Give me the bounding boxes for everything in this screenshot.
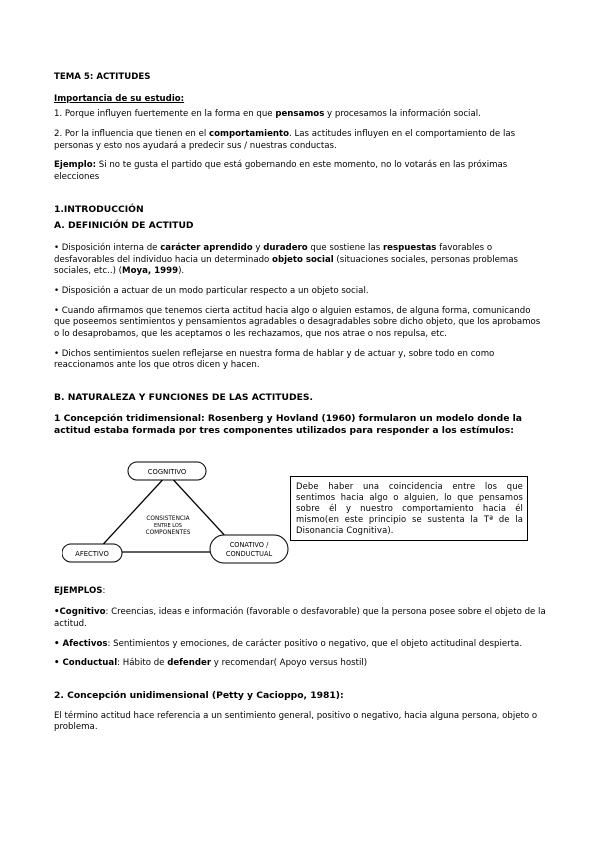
def1-text-2: y xyxy=(252,242,264,253)
definition-2: • Disposición a actuar de un modo particular respecto a un objeto social. xyxy=(54,285,369,296)
center-label-2: ENTRE LOS xyxy=(154,522,182,529)
example-cognitivo-text: : Creencias, ideas e información (favorable o desfavorable) que la persona posee sobre el objeto de la actitud. xyxy=(54,607,546,629)
example-conductual-text-1: : Hábito de xyxy=(117,658,168,669)
importancia-heading: Importancia de su estudio: xyxy=(54,93,185,104)
tridimensional-diagram xyxy=(54,452,546,576)
afectivo-label: AFECTIVO xyxy=(75,549,109,558)
example-cognitivo-label: •Cognitivo xyxy=(54,607,106,618)
def1-text-1: • Disposición interna de xyxy=(54,242,161,253)
def1-text-5: (situaciones sociales, personas problemas sociales, etc..) ( xyxy=(54,254,518,277)
unidimensional-heading: 2. Concepción unidimensional (Petty y Cacioppo, 1981): xyxy=(54,690,344,702)
paragraph-1-text-c: y procesamos la información social. xyxy=(324,109,481,120)
def1-text-3: que sostiene las xyxy=(307,242,383,253)
dissonance-note-box: Debe haber una coincidencia entre los que sentimos hacia algo o alguien, lo que pensamos sobre él y nuestro comportamiento hacia él mismo(en este principio se sustenta la Tª de la Disonancia Cognitiva). xyxy=(290,476,528,541)
intro-heading: 1.INTRODUCCIÓN xyxy=(54,203,144,215)
example-cognitivo xyxy=(54,607,546,630)
paragraph-1 xyxy=(54,109,546,121)
paragraph-2 xyxy=(54,129,546,152)
example-afectivos-text: : Sentimientos y emociones, de carácter positivo o negativo, que el objeto actitudinal despierta. xyxy=(107,638,523,649)
example-conductual xyxy=(54,658,546,670)
ejemplos-heading-colon: : xyxy=(102,585,106,596)
document-title: TEMA 5: ACTITUDES xyxy=(54,72,151,82)
example-conductual-label: • Conductual xyxy=(54,658,118,669)
ejemplo-paragraph xyxy=(54,160,546,183)
def1-bold-1: carácter aprendido xyxy=(160,242,253,253)
conativo-label-2: CONDUCTUAL xyxy=(225,549,273,558)
def1-bold-2: duradero xyxy=(263,242,308,253)
def1-text-4: favorables o desfavorables del individuo hacia un determinado xyxy=(54,242,493,265)
ejemplos-heading-text: EJEMPLOS xyxy=(54,585,103,596)
example-afectivos-label: • Afectivos xyxy=(54,638,108,649)
conativo-node xyxy=(210,535,288,563)
def1-bold-4: objeto social xyxy=(272,254,334,265)
definition-4: • Dichos sentimientos suelen reflejarse en nuestra forma de hablar y de actuar y, sobre todo en como reaccionamos ante los que otros dicen y hacen. xyxy=(54,348,495,371)
cognitivo-label: COGNITIVO xyxy=(147,467,187,476)
paragraph-2-text-c: . Las actitudes influyen en el comportamiento de las personas y esto nos ayudará a predecir sus / nuestras conductas. xyxy=(54,129,516,151)
def1-bold-3: respuestas xyxy=(382,242,437,253)
section-b-heading: B. NATURALEZA Y FUNCIONES DE LAS ACTITUDES. xyxy=(54,392,313,404)
document-page xyxy=(54,72,546,734)
example-conductual-bold: defender xyxy=(167,658,212,669)
example-afectivos xyxy=(54,639,546,651)
def1-text-6: ). xyxy=(178,266,185,277)
center-label-1: CONSISTENCIA xyxy=(146,515,190,522)
definition-1 xyxy=(54,243,546,278)
paragraph-2-bold: comportamiento xyxy=(209,129,290,140)
ejemplos-heading xyxy=(54,586,546,598)
triangle-diagram xyxy=(62,452,294,574)
def1-bold-5: Moya, 1999 xyxy=(122,266,179,277)
center-label-3: COMPONENTES xyxy=(145,529,191,536)
section-a-heading: A. DEFINICIÓN DE ACTITUD xyxy=(54,220,194,232)
conativo-label-1: CONATIVO / xyxy=(229,540,269,549)
tridimensional-heading: 1 Concepción tridimensional: Rosenberg y Hovland (1960) formularon un modelo donde la actitud estaba formada por tres componentes utilizados para responder a los estímulos: xyxy=(54,412,522,437)
ejemplo-label: Ejemplo: xyxy=(54,160,97,171)
paragraph-1-text-a: 1. Porque influyen fuertemente en la forma en que xyxy=(54,109,276,120)
example-conductual-text-2: y recomendar( Apoyo versus hostil) xyxy=(211,658,368,669)
paragraph-1-bold: pensamos xyxy=(275,109,325,120)
paragraph-2-text-a: 2. Por la influencia que tienen en el xyxy=(54,129,210,140)
ejemplo-text: Si no te gusta el partido que está gobernando en este momento, no lo votarás en las próximas elecciones xyxy=(54,160,508,183)
definition-3: • Cuando afirmamos que tenemos cierta actitud hacia algo o alguien estamos, de alguna forma, comunicando que poseemos sentimientos y pensamientos agradables o desagradables sobre dicho objeto, que los aprobamos o lo desaprobamos, que les aceptamos o les rechazamos, que nos atrae o nos repulsa, etc. xyxy=(54,305,541,339)
unidimensional-text: El término actitud hace referencia a un sentimiento general, positivo o negativo, hacia alguna persona, objeto o problema. xyxy=(54,710,538,733)
